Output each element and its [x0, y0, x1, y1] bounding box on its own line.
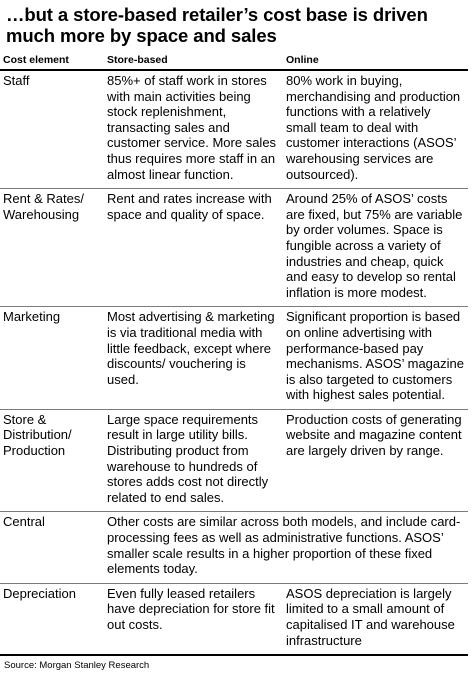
cell-element: Marketing — [0, 307, 103, 410]
table-row-store-distribution — [0, 409, 468, 512]
cell-store-based: 85%+ of staff work in stores with main activities being stock replenishment, transacting sales and customer service. More sales thus requires more staff in an almost linear function. — [103, 70, 282, 189]
header-cost-element: Cost element — [0, 54, 103, 70]
cell-store-based: Large space requirements result in large utility bills. Distributing product from warehouse to hundreds of stores adds cost not directly related to end sales. — [103, 409, 282, 512]
table-row-central — [0, 512, 468, 583]
cell-element: Central — [0, 512, 103, 583]
cell-element: Staff — [0, 70, 103, 189]
cell-online: Production costs of generating website and magazine content are largely driven by range. — [282, 409, 468, 512]
table-row-marketing — [0, 307, 468, 410]
cell-online: 80% work in buying, merchandising and production functions with a relatively small team to deal with customer interactions (ASOS’ warehousing services are outsourced). — [282, 70, 468, 189]
cell-store-based: Even fully leased retailers have depreciation for store fit out costs. — [103, 583, 282, 655]
table-row-staff — [0, 70, 468, 189]
table-row-rent-rates — [0, 189, 468, 307]
cell-online: ASOS depreciation is largely limited to a small amount of capitalised IT and warehouse infrastructure — [282, 583, 468, 655]
source-note: Source: Morgan Stanley Research — [4, 660, 150, 671]
cell-store-based: Rent and rates increase with space and quality of space. — [103, 189, 282, 307]
table-row-depreciation — [0, 583, 468, 655]
header-online: Online — [282, 54, 468, 70]
cost-comparison-table — [0, 54, 468, 656]
table-header-row — [0, 54, 468, 70]
cell-online: Around 25% of ASOS’ costs are fixed, but 75% are variable by order volumes. Space is fungible across a variety of industries and cheap, quick and easy to develop so rental inflation is more modest. — [282, 189, 468, 307]
cell-element: Rent & Rates/ Warehousing — [0, 189, 103, 307]
cell-element: Store & Distribution/ Production — [0, 409, 103, 512]
cell-element: Depreciation — [0, 583, 103, 655]
cell-online: Significant proportion is based on online advertising with performance-based pay mechanisms. ASOS’ magazine is also targeted to customers with highest sales potential. — [282, 307, 468, 410]
cell-store-based: Most advertising & marketing is via traditional media with little feedback, except where discounts/ vouchering is used. — [103, 307, 282, 410]
page-title: …but a store-based retailer’s cost base is driven much more by space and sales — [6, 4, 428, 46]
cell-merged: Other costs are similar across both models, and include card-processing fees as well as administrative functions. ASOS’ smaller scale results in a higher proportion of these fixed elements today. — [103, 512, 468, 583]
header-store-based: Store-based — [103, 54, 282, 70]
